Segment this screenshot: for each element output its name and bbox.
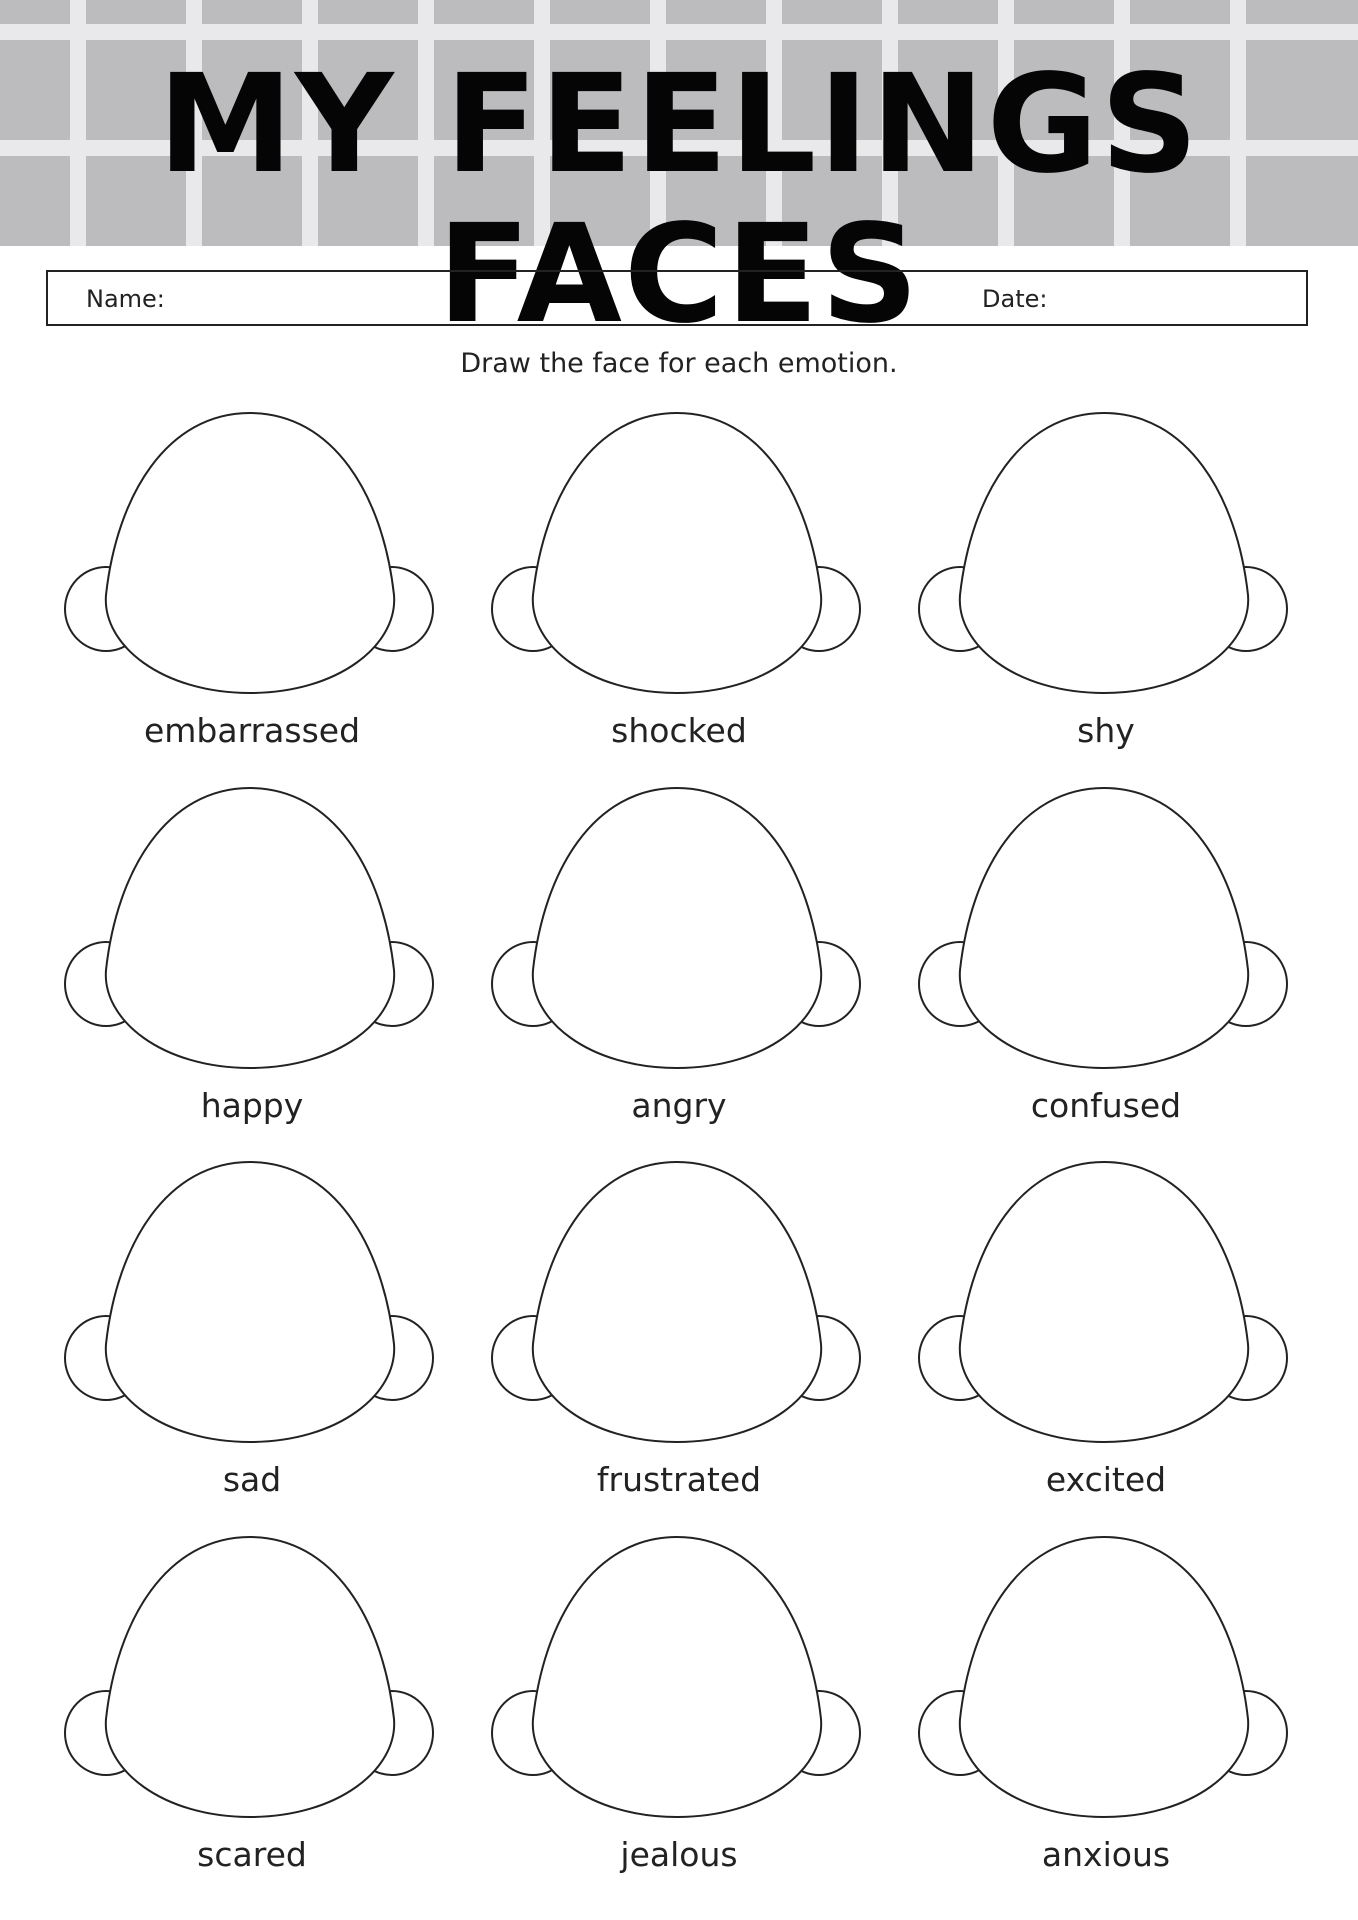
face-outline-drawing bbox=[916, 1529, 1296, 1829]
head-outline bbox=[533, 413, 821, 693]
head-outline bbox=[960, 788, 1248, 1068]
head-outline bbox=[106, 413, 394, 693]
grid-line bbox=[0, 24, 1358, 40]
emotion-label: shocked bbox=[611, 711, 747, 750]
name-label: Name: bbox=[86, 285, 165, 313]
face-outline-drawing bbox=[62, 780, 442, 1080]
face-cell bbox=[62, 405, 442, 775]
face-outline-drawing bbox=[489, 405, 869, 705]
face-outline-drawing bbox=[62, 1529, 442, 1829]
head-outline bbox=[533, 1537, 821, 1817]
face-cell bbox=[62, 1154, 442, 1524]
head-outline bbox=[106, 788, 394, 1068]
head-outline bbox=[106, 1537, 394, 1817]
emotion-label: anxious bbox=[1041, 1835, 1171, 1874]
head-outline bbox=[960, 413, 1248, 693]
face-outline-drawing bbox=[62, 1154, 442, 1454]
face-cell bbox=[62, 780, 442, 1150]
page-title: MY FEELINGS FACES bbox=[157, 46, 1201, 354]
name-date-box bbox=[46, 270, 1308, 326]
head-outline bbox=[533, 788, 821, 1068]
face-cell bbox=[489, 405, 869, 775]
emotion-label: shy bbox=[1077, 711, 1135, 750]
face-outline-drawing bbox=[916, 780, 1296, 1080]
face-outline-drawing bbox=[489, 1154, 869, 1454]
head-outline bbox=[106, 1162, 394, 1442]
face-cell bbox=[916, 1529, 1296, 1899]
head-outline bbox=[960, 1537, 1248, 1817]
emotion-label: sad bbox=[222, 1460, 282, 1499]
face-cell bbox=[916, 780, 1296, 1150]
instruction-text: Draw the face for each emotion. bbox=[460, 348, 898, 379]
emotion-label: happy bbox=[200, 1086, 304, 1125]
emotion-label: embarrassed bbox=[143, 711, 361, 750]
face-cell bbox=[489, 1529, 869, 1899]
face-outline-drawing bbox=[62, 405, 442, 705]
emotion-label: excited bbox=[1045, 1460, 1167, 1499]
emotion-label: angry bbox=[631, 1086, 727, 1125]
face-outline-drawing bbox=[489, 780, 869, 1080]
face-outline-drawing bbox=[916, 1154, 1296, 1454]
face-cell bbox=[489, 780, 869, 1150]
face-cell bbox=[916, 405, 1296, 775]
face-cell bbox=[916, 1154, 1296, 1524]
emotion-label: frustrated bbox=[596, 1460, 762, 1499]
face-cell bbox=[489, 1154, 869, 1524]
face-cell bbox=[62, 1529, 442, 1899]
emotion-label: scared bbox=[197, 1835, 307, 1874]
head-outline bbox=[960, 1162, 1248, 1442]
emotion-label: jealous bbox=[620, 1835, 738, 1874]
face-outline-drawing bbox=[916, 405, 1296, 705]
emotion-label: confused bbox=[1030, 1086, 1182, 1125]
face-outline-drawing bbox=[489, 1529, 869, 1829]
date-label: Date: bbox=[982, 285, 1048, 313]
head-outline bbox=[533, 1162, 821, 1442]
